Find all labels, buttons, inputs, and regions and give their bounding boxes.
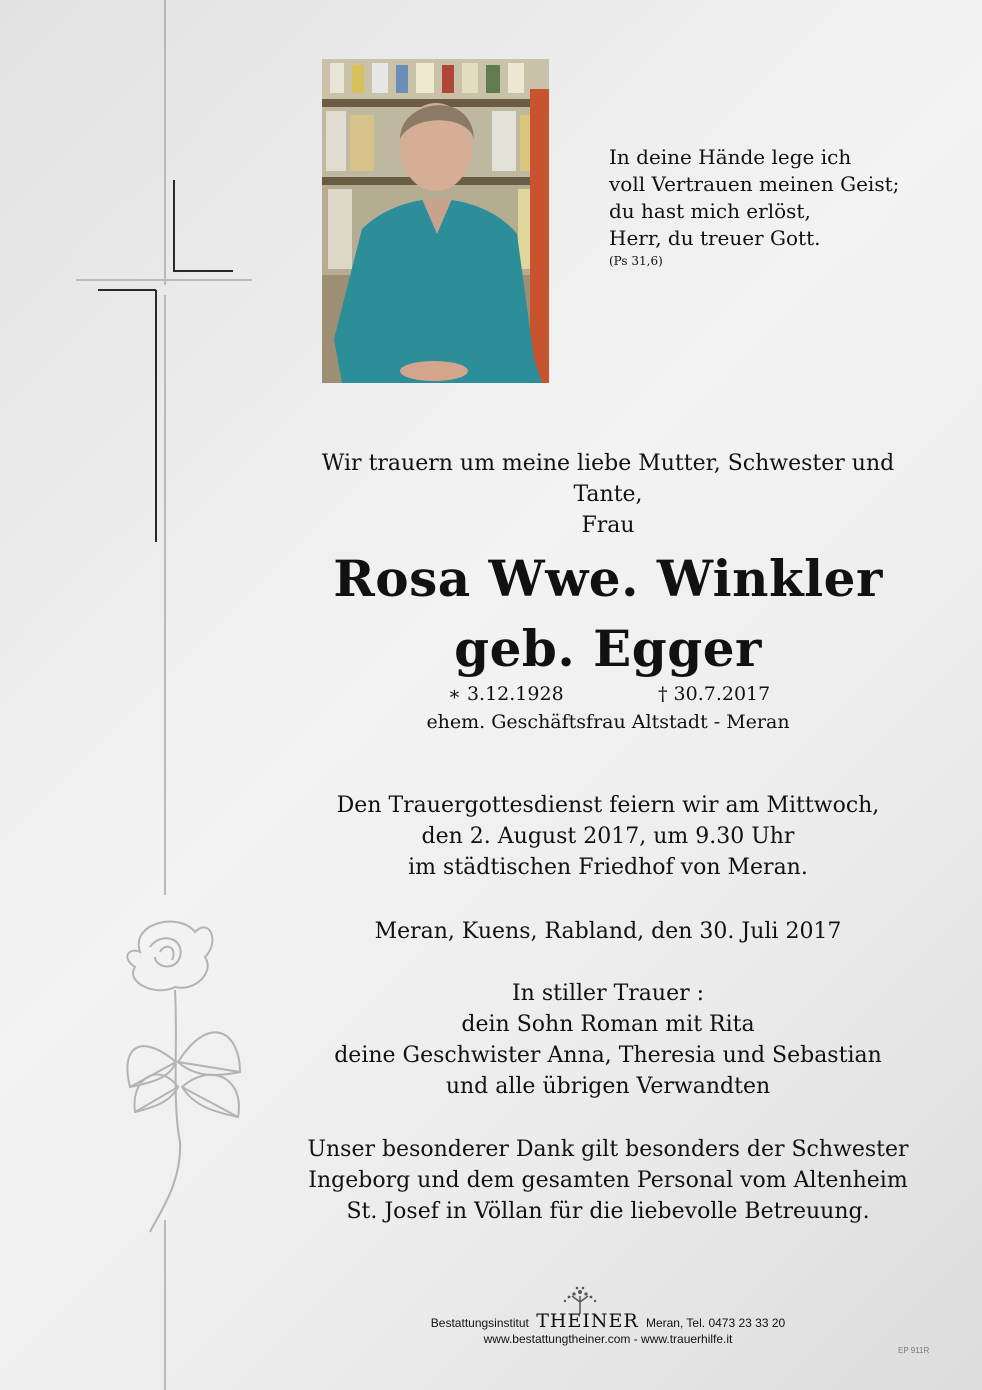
decor-line-bottom (164, 1220, 166, 1390)
funeral-home-line (290, 1312, 926, 1332)
quote-line: In deine Hände lege ich (609, 145, 852, 169)
quote-reference: (Ps 31,6) (609, 254, 663, 268)
quote-line: du hast mich erlöst, (609, 199, 811, 223)
deceased-name-block (290, 544, 926, 684)
footer-web: www.bestattungtheiner.com - www.trauerhilfe.it (483, 1332, 733, 1346)
birth-date: ∗ 3.12.1928 (448, 683, 564, 705)
decor-line-mid (164, 295, 166, 895)
maiden-name: geb. Egger (454, 619, 762, 678)
service-line: den 2. August 2017, um 9.30 Uhr (421, 824, 795, 849)
rose-icon (100, 912, 250, 1242)
thanks-line: Ingeborg und dem gesamten Personal vom Altenheim (308, 1168, 908, 1193)
portrait-photo (322, 59, 549, 383)
deceased-name: Rosa Wwe. Winkler (333, 549, 883, 608)
intro-line: Frau (581, 513, 635, 538)
funeral-home-brand: THEINER (536, 1310, 639, 1332)
quote-line: Herr, du treuer Gott. (609, 226, 821, 250)
mourners-line: und alle übrigen Verwandten (445, 1074, 771, 1099)
thanks-note (290, 1134, 926, 1227)
thanks-line: Unser besonderer Dank gilt besonders der Schwester (307, 1137, 909, 1162)
service-line: Den Trauergottesdienst feiern wir am Mittwoch, (336, 793, 880, 818)
footer-contact: Meran, Tel. 0473 23 33 20 (645, 1316, 786, 1330)
quote-line: voll Vertrauen meinen Geist; (609, 172, 900, 196)
footer-prefix: Bestattungsinstitut (430, 1316, 529, 1330)
mourners-list (290, 978, 926, 1102)
place-and-date: Meran, Kuens, Rabland, den 30. Juli 2017 (374, 919, 842, 944)
thanks-line: St. Josef in Völlan für die liebevolle Betreuung. (346, 1199, 870, 1224)
psalm-quote (609, 144, 899, 270)
intro-line: Wir trauern um meine liebe Mutter, Schwester und Tante, (321, 451, 895, 507)
service-line: im städtischen Friedhof von Meran. (408, 855, 808, 880)
print-code: EP 911R (898, 1346, 930, 1355)
funeral-service-info (290, 790, 926, 883)
mourners-line: deine Geschwister Anna, Theresia und Sebastian (334, 1043, 882, 1068)
death-date: † 30.7.2017 (658, 683, 771, 705)
occupation: ehem. Geschäftsfrau Altstadt - Meran (426, 711, 790, 733)
decor-line-top (164, 0, 166, 285)
mourners-line: dein Sohn Roman mit Rita (461, 1012, 755, 1037)
mourners-line: In stiller Trauer : (511, 981, 705, 1006)
mourning-intro (290, 448, 926, 541)
